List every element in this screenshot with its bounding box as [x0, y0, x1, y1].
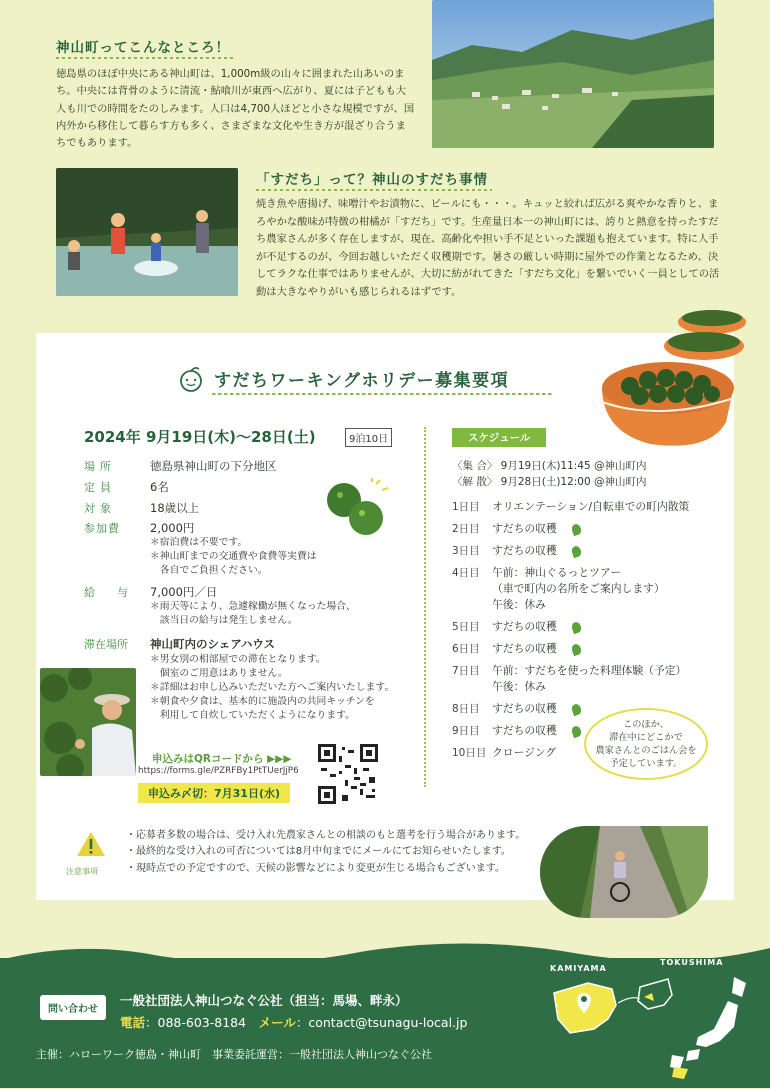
note-bubble	[584, 708, 708, 780]
label-place: 場所	[84, 460, 116, 473]
sudachi-basket-photo	[600, 302, 750, 450]
schedule-day-label: 2日目	[452, 523, 480, 535]
mail-label: メール	[258, 1015, 296, 1030]
tel-label: 電話	[120, 1015, 146, 1030]
title-underline	[212, 393, 554, 395]
schedule-activity: 午後：休み	[492, 598, 546, 611]
schedule-day-label: 1日目	[452, 501, 480, 513]
schedule-activity: すだちの収穫	[492, 642, 557, 655]
apply-instruction: 申込みはQRコードから ▶▶▶	[152, 753, 292, 765]
bubble-line: 農家さんとのごはん会を	[595, 745, 697, 756]
heading-underline	[256, 189, 492, 191]
apply-url[interactable]: https://forms.gle/PZRFBy1PtTUerJjP6	[138, 766, 299, 776]
label-stay: 滞在場所	[84, 638, 128, 651]
bubble-line: このほか、	[623, 719, 669, 730]
schedule-day-label: 8日目	[452, 703, 480, 715]
value-place: 徳島県神山町の下分地区	[150, 459, 277, 473]
dismiss-time: 〈解 散〉 9月28日(土)12:00 @神山町内	[452, 476, 647, 488]
schedule-day-label: 6日目	[452, 643, 480, 655]
mail-address[interactable]: ：contact@tsunagu-local.jp	[295, 1015, 468, 1030]
value-capacity: 6名	[150, 480, 169, 494]
pay-note-1: ＊雨天等により、急遽稼働が無くなった場合、	[150, 601, 356, 612]
sudachi-icon	[178, 366, 204, 396]
stay-note-5: 利用して自炊していただくようになります。	[150, 710, 355, 721]
schedule-day-label: 4日目	[452, 567, 480, 579]
schedule-activity: （車で町内の名所をご案内します）	[492, 582, 665, 595]
cycling-photo	[540, 826, 708, 918]
value-stay: 神山町内のシェアハウス	[150, 637, 276, 651]
deadline-badge: 申込み〆切：7月31日(水)	[138, 783, 290, 803]
sudachi-illustration	[322, 478, 392, 542]
schedule-activity: 午後：休み	[492, 680, 546, 693]
bubble-line: 予定しています。	[609, 758, 683, 769]
contact-org: 一般社団法人神山つなぐ公社（担当：馬場、畔永）	[120, 993, 408, 1008]
fee-note-2: ＊神山町までの交通費や食費等実費は	[150, 551, 317, 562]
stay-note-1: ＊男女別の相部屋での滞在となります。	[150, 654, 326, 665]
river-photo	[56, 168, 238, 296]
landscape-photo	[432, 0, 714, 148]
schedule-day-label: 5日目	[452, 621, 480, 633]
heading-underline	[56, 57, 234, 59]
contact-line	[120, 1013, 467, 1031]
schedule-day-label: 3日目	[452, 545, 480, 557]
notice-item: ・最終的な受け入れの可否については8月中旬までにメールにてお知らせいたします。	[126, 846, 511, 858]
label-pay: 給与	[84, 586, 150, 599]
label-capacity: 定員	[84, 481, 116, 494]
bubble-line: 滞在中にどこかで	[609, 732, 683, 743]
schedule-activity: オリエンテーション/自転車での町内散策	[492, 500, 690, 513]
schedule-activity: すだちの収穫	[492, 702, 557, 715]
schedule-activity: クロージング	[492, 746, 557, 759]
tel-number[interactable]: ：088-603-8184	[145, 1015, 247, 1030]
notice-item: ・現時点での予定ですので、天候の影響などにより変更が生じる場合もございます。	[126, 862, 505, 874]
schedule-activity: すだちの収穫	[492, 544, 557, 557]
fee-note-3: 各自でご負担ください。	[150, 565, 268, 576]
pay-note-2: 該当日の給与は発生しません。	[150, 615, 298, 626]
schedule-day-label: 7日目	[452, 665, 480, 677]
stay-note-3: ＊詳細はお申し込みいただいた方へご案内いたします。	[150, 682, 395, 693]
fee-note-1: ＊宿泊費は不要です。	[150, 537, 248, 548]
schedule-activity: 午前：神山ぐるっとツアー	[492, 566, 622, 579]
value-fee: 2,000円	[150, 521, 195, 535]
map-label-tokushima: TOKUSHIMA	[660, 958, 724, 967]
warning-icon	[76, 830, 106, 862]
schedule-activity: すだちの収穫	[492, 620, 557, 633]
kamiyama-heading: 神山町ってこんなところ！	[56, 40, 230, 56]
schedule-day-label: 10日目	[452, 747, 487, 759]
value-target: 18歳以上	[150, 501, 200, 515]
stay-badge: 9泊10日	[345, 428, 392, 447]
host-info: 主催：ハローワーク徳島・神山町 事業委託運営：一般社団法人神山つなぐ公社	[36, 1048, 432, 1061]
value-pay: 7,000円／日	[150, 585, 218, 599]
schedule-heading: スケジュール	[452, 428, 546, 447]
label-fee: 参加費	[84, 522, 120, 535]
map-illustration	[548, 975, 758, 1089]
map-label-kamiyama: KAMIYAMA	[550, 964, 607, 973]
event-dates: 2024年 9月19日(木)～28日(土)	[84, 428, 316, 446]
schedule-activity: 午前：すだちを使った料理体験（予定）	[492, 664, 687, 677]
recruit-title: すだちワーキングホリデー募集要項	[214, 371, 510, 391]
notice-item: ・応募者多数の場合は、受け入れ先農家さんとの相談のもと選考を行う場合があります。	[126, 830, 526, 841]
schedule-activity: すだちの収穫	[492, 724, 557, 737]
sudachi-heading: 「すだち」って？神山のすだち事情	[256, 172, 488, 188]
label-target: 対象	[84, 502, 116, 515]
contact-button[interactable]: 問い合わせ	[40, 995, 106, 1020]
notice-label: 注意事項	[66, 867, 98, 876]
sudachi-body: 焼き魚や唐揚げ、味噌汁やお漬物に、ビールにも・・・。キュッと絞れば広がる爽やかな香りと、まろやかな酸味が特徴の柑橘が「すだち」です。生産量日本一の神山町には、誇りと熱意を持ったすだち農家さんが多く存在しますが、現在、高齢化や担い手不足といった課題も抱えています。特に人手が不足するのが、今回お越しいただく収穫期です。暑さの厳しい時期に屋外での作業となるため、決してラクな仕事ではありませんが、大切に紡がれてきた「すだち文化」を繋いでいく一員としての活動は大きなやりがいも感じられるはずです。	[256, 198, 720, 298]
notice-list	[126, 828, 525, 877]
schedule-day-label: 9日目	[452, 725, 480, 737]
farmer-photo	[40, 668, 136, 776]
schedule-activity: すだちの収穫	[492, 522, 557, 535]
kamiyama-body: 徳島県のほぼ中央にある神山町は、1,000m級の山々に囲まれた山あいのまち。中央には背骨のように清流・鮎喰川が東西へ広がり、夏には子どもも大人も川での時間をたのしみます。人口は4,700人ほどと小さな規模ですが、国内外から移住して暮らす方も多く、さまざまな文化や生き方が混ざり合うまちでもあります。	[56, 68, 415, 150]
stay-note-4: ＊朝食や夕食は、基本的に施設内の共同キッチンを	[150, 696, 375, 707]
meet-time: 〈集 合〉 9月19日(木)11:45 @神山町内	[452, 460, 647, 472]
column-divider	[424, 427, 426, 787]
qr-code[interactable]	[318, 744, 378, 804]
stay-note-2: 個室のご用意はありません。	[150, 668, 288, 679]
